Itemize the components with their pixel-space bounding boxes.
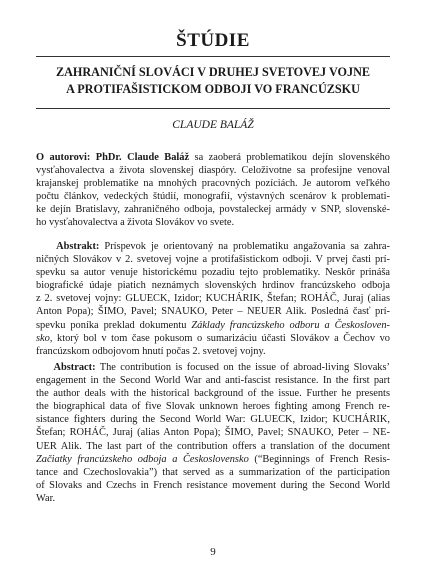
title-line-2: A PROTIFAŠISTICKOM ODBOJI VO FRANCÚZSKU (66, 82, 360, 96)
abstract-paragraph (36, 361, 390, 505)
abstract-line-7: UER Alik. The last part of the contribution offers a translation of the document (36, 440, 390, 452)
section-heading: ŠTÚDIE (176, 30, 250, 51)
abstract-line-3: the author deals with the historical background of the issue. Further he presents (36, 388, 390, 400)
about-line-6: ho vysťahovalectva a života Slovákov vo svete. (36, 217, 235, 229)
abstract-line-4: the biographical data of five Slovak unknown heroes fighting among French re- (36, 401, 390, 413)
document-title-en: Začiatky francúzskeho odboja a Československo (36, 453, 249, 465)
about-author-name: PhDr. Claude Baláž (95, 152, 190, 163)
author-name: CLAUDE BALÁŽ (172, 119, 254, 131)
abstrakt-line-2: ničných Slovákov v 2. svetovej vojne a protifašistickom odboji. V prvej časti prí- (36, 254, 390, 266)
abstract-line-5: sistance fighters during the Second World War: GLUECK, Izidor; KUCHÁRIK, (36, 414, 390, 426)
abstract-line-10: of Slovaks and Czechs in French resistance movement during the Second World (36, 479, 390, 491)
abstract-line-11: War. (36, 492, 56, 504)
about-line-5: ke dejín Bratislavy, zahraničného odboja, povstaleckej armády v SNP, slovenské- (36, 204, 390, 216)
title-line-1: ZAHRANIČNÍ SLOVÁCI V DRUHEJ SVETOVEJ VOJNE (55, 65, 371, 79)
abstrakt-paragraph (36, 240, 390, 358)
about-line-4: počtu článkov, vedeckých štúdií, monografií, výstavných scenárov k problemati- (36, 191, 390, 203)
about-line-1: O autorovi: PhDr. Claude Baláž sa zaoberá problematikou dejín slovenského (36, 152, 390, 163)
article-title (36, 64, 390, 98)
abstract-label: Abstract: (53, 362, 96, 373)
abstrakt-line-1: Abstrakt: Príspevok je orientovaný na problematiku angažovania sa zahra- (56, 241, 390, 252)
abstrakt-line-7: spevku poníka preklad dokumentu Základy francúzskeho odboru a Českosloven- (36, 319, 390, 331)
about-line-2: vysťahovalectva a života slovenskej diaspóry. Celoživotne sa profesijne venoval (36, 165, 390, 177)
abstrakt-line-4: biografické údaje piatich neznámych slovenských hrdinov francúzskeho odboja (36, 280, 390, 292)
abstrakt-line-9: francúzskom odbojovom hnutí počas 2. svetovej vojny. (36, 345, 266, 357)
abstract-line-9: tance and Czechoslovakia”) that served as a summarization of the participation (36, 466, 390, 478)
abstract-line-6: Štefan; ROHÁČ, Juraj (alias Anton Popa); ŠIMO, Pavel; SNAUKO, Peter – NE- (36, 427, 390, 439)
abstrakt-line-6: Anton Popa); ŠIMO, Pavel; SNAUKO, Peter – NEUER Alik. Posledná časť prí- (36, 306, 390, 318)
document-title-sk: Základy francúzskeho odboru a Českoslo (191, 319, 373, 331)
abstract-line-8: Začiatky francúzskeho odboja a Československo (“Beginnings of French Resis- (36, 453, 390, 465)
abstrakt-line-5: z 2. svetovej vojny: GLUECK, Izidor; KUCHÁRIK, Štefan; ROHÁČ, Juraj (alias (36, 293, 390, 305)
abstract-line-2: engagement in the Second World War and anti-fascist resistance. In the first part (36, 375, 390, 387)
abstract-line-1: Abstract: The contribution is focused on the issue of abroad-living Slovaks’ (53, 362, 391, 373)
header-rule (36, 56, 390, 57)
about-author-paragraph (36, 151, 390, 230)
about-line-3: krajanskej problematike na mnohých pracovných pozíciách. Je autorom veľkého (36, 178, 390, 190)
page-number: 9 (210, 546, 216, 558)
about-label: O autorovi: (36, 152, 91, 163)
title-rule (36, 108, 390, 109)
abstrakt-label: Abstrakt: (56, 241, 100, 252)
abstrakt-line-8: sko, ktorý bol v tom čase pokusom o sumarizáciu účasti Slovákov a Čechov vo (36, 332, 390, 344)
abstrakt-line-3: spevku sa autor venuje historickému pozadiu tejto problematiky. Neskôr prináša (36, 267, 390, 279)
